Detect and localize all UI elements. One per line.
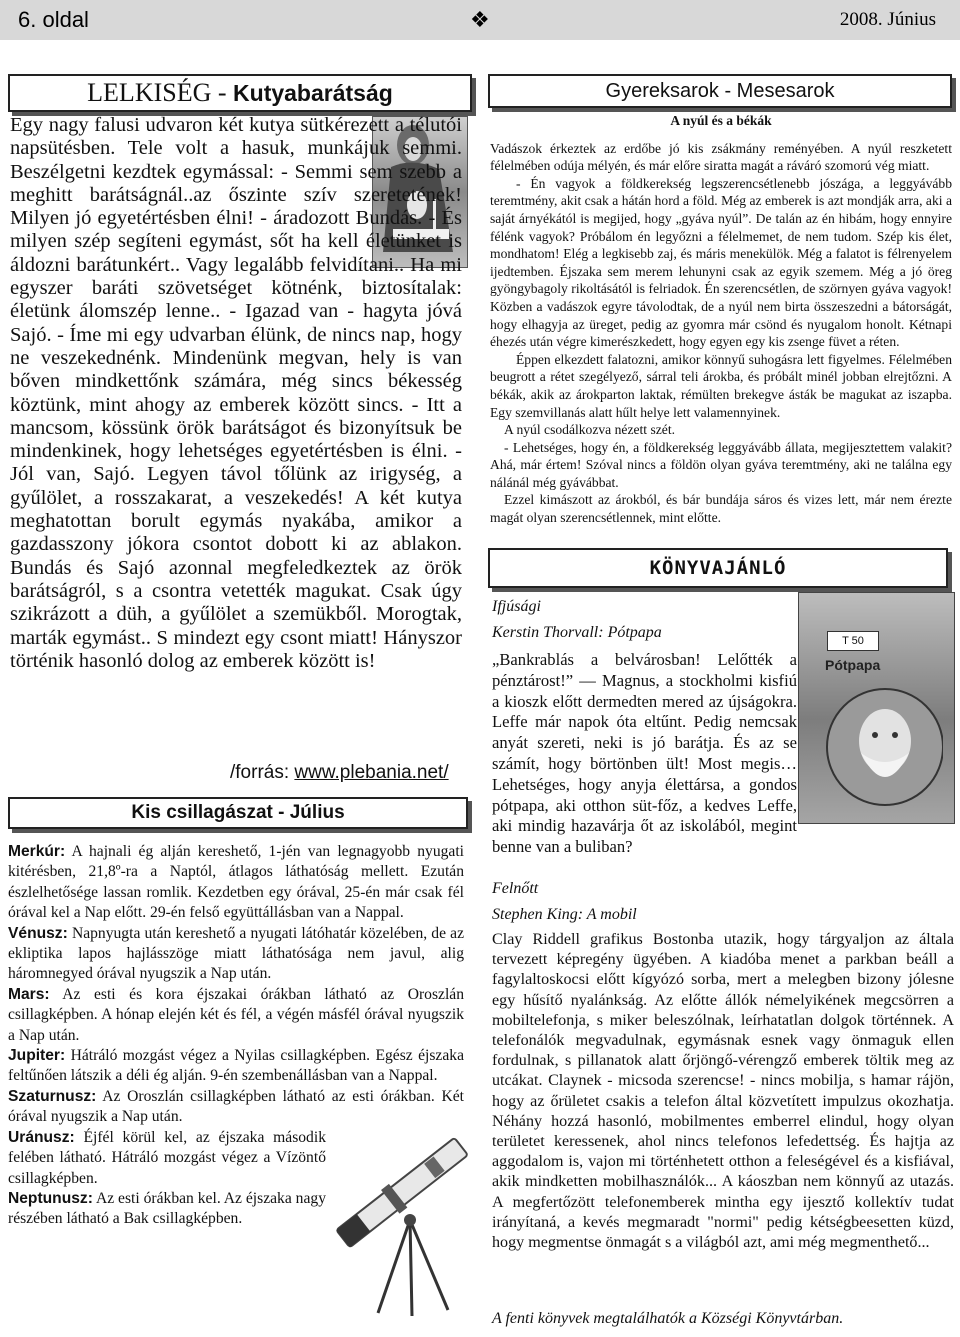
tale-paragraph: - Lehetséges, hogy én, a földkerekség leggyávább állata, megijesztettem valakit? Ahá, már értem! Szóval nincs a földön olyan gyáva teremtmény, aki ne találna egy nálánál még gyávábbat. — [490, 439, 952, 490]
tale-title: A nyúl és a békák — [670, 113, 772, 128]
planet-entry — [8, 1189, 326, 1230]
planet-name: Mars: — [8, 985, 50, 1003]
bearded-man-portrait — [823, 681, 943, 811]
planet-entry — [8, 842, 464, 924]
tale-section — [490, 112, 952, 527]
book1-description: „Bankrablás a belvárosban! Lelőtték a pénztárost!” — Magnus, a stockholmi kisfiú a kioszk előtt dermedten mered az újságokra. Leffe már napok óta eltűnt. Pedig nemcsak anyát szereti, neki is jó barátja. És az se számít, hogy börtönben ült! Most megis… Lehetséges, hogy anyja élettársa, a gondos pótpapa, aki otthon süt-főz, a kedves Leffe, aki mindig hazavárja őt az iskolából, megint benne van a buliban? — [492, 650, 797, 857]
article-title-main: LELKISÉG - — [87, 78, 234, 107]
article-title-sub: Kutyabarátság — [233, 80, 393, 106]
planet-text: Napnyugta után kereshető a nyugati látóhatár közelében, de az ekliptika lapos hajlásszöge miatt láthatósága nem javul, alig háromnegyed órával nyugszik a Nap után. — [8, 924, 464, 983]
article-body: Egy nagy falusi udvaron két kutya sütkérezett a télutói napsütésben. Tele volt a hasuk, munkájuk semmi. Beszélgetni kezdtek egymással: - Semmi sem szebb a meghitt barátságnál..az őszinte szív szeretetének! Milyen jó egyetértésben élni! - áradozott Bundás. - És milyen szép segíteni egymást, sőt ha kell életünket is áldozni barátunkért.. Vagy legalább felvidítani.. Ha mi egyszer baráti szövetséget kötnénk, biztosítalak: életünk álomszép lenne.. - Igazad van - hagyta jóvá Sajó. - Íme mi egy udvarban élünk, de nincs nap, hogy ne veszekednénk. Mindenünk megvan, hely is van bőven mindkettőnk számára, még sincs békesség köztünk, mint ahogy az emberek között sincs. - Itt a mancsom, kössünk örök barátságot és bizonyítsuk be mindenkinek, hogy lehetséges egyetértésben is élni. - Jól van, Sajó. Legyen távol tőlünk az irigység, a gyűlölet, a rosszakarat, a veszekedés! A két kutya meghatottan borult egymás nyakába, amikor a gazdasszony jókora csontot dobott ki az ablakon. Bundás és Sajó azonnal megfeledkeztek az örök barátságról, s a csontra vetették magukat. Csak úgy szikrázott a düh, a gyűlölet a szemükből. Morogtak, marták egymást.. S mindezt egy csont miatt! Hányszor történik hasonló dolog az emberek között is! — [10, 114, 462, 672]
book2-author-title: Stephen King: A mobil — [492, 906, 637, 923]
planet-entry — [8, 985, 464, 1046]
issue-date: 2008. Június — [839, 9, 936, 30]
category-adult: Felnőtt — [492, 880, 539, 897]
planet-text: Az esti és kora éjszakai órákban látható az Oroszlán csillagképben. A hónap elején két és fél, a végén másfél órával nyugszik a Nap után. — [8, 985, 464, 1044]
source-label: /forrás: — [230, 762, 295, 783]
planet-text: Hátráló mozgást végez a Nyilas csillagképben. Egész éjszaka feltűnően látszik a déli ég alján. 9-én szembenállásban van a Nappal. — [8, 1047, 464, 1085]
book-recommendation-title-box — [488, 548, 948, 588]
tale-paragraph: Ezzel kimászott az árokból, és bár bundája sáros és vizes lett, már nem érezte magát olyan szerencsétlennek, mint előtte. — [490, 492, 952, 526]
tale-paragraph: - Én vagyok a földkerekség legszerencsétlenebb jószága, a leggyávább teremtmény, akit csak a hátán hord a föld. Még az emberek is azt mondják arra, aki a saját árnyékától is megijed, hogy „gyáva nyúl”. De talán az én hibám, hogy ennyire félénk vagyok? Próbálom én legyőzni a félelmemet, de nem tudom. Szép kis élet, mondhatom! Elég a legkisebb zaj, és máris menekülök. Még a falatot is félrenyelem ijedtemben. Éjszaka sem merem lehunyni csak az egyik szemem. Még a jó öreg gyöngybagoly rikoltásától is felriadok. Én szerencsétlen, de szörnyen gyáva vagyok! Közben a vadászok egyre távolodtak, de a nyúl nem birta összeszedni a bátorságát, hogy elhagyja az üreget, pedig az gyomra már csönd és nyugalom honolt. Kétnapi éhezés után végre kimerészkedett, hogy egyen egy kis zsenge füvet a réten. — [490, 175, 952, 350]
cover-title: Pótpapa — [825, 657, 881, 673]
header-bar — [0, 0, 960, 40]
planet-text: A hajnali ég alján kereshető, 1-jén van legnagyobb nyugati kitérésben, 21,8º-ra a Naptól, átlagos láthatóság mellett. Ezután észlelhetősége lassan romlik. Kezdetben egy órával, 25-én már csak fél órával kel a Nap előtt. 29-én felső együttállásban van a Nappal. — [8, 843, 464, 922]
planet-name: Uránusz: — [8, 1128, 75, 1146]
book-cover-potpapa — [798, 592, 955, 824]
page-number: 6. oldal — [18, 7, 89, 32]
tale-paragraph: Éppen elkezdett falatozni, amikor könnyű suhogásra lett figyelmes. Félelmében beugrott a rétet szegélyező, sárral teli árokba, és próbált minél jobban elrejtőzni. A békák, akik az árokparton laktak, rémülten brekegve ásták be magukat az iszapba. Egy szemvillanás alatt hűlt helye lett valamennyinek. — [490, 351, 952, 420]
planet-name: Merkúr: — [8, 843, 66, 860]
book1-author-title: Kerstin Thorvall: Pótpapa — [492, 624, 662, 641]
planet-name: Szaturnusz: — [8, 1087, 97, 1105]
cover-badge: T 50 — [827, 631, 879, 651]
book2-description: Clay Riddell grafikus Bostonba utazik, hogy tárgyaljon az általa tervezett képregény ügyében. A kiadóba menet a parkban beáll a fagylaltoskocsi előtt kígyózó sorba, mert a melegben bizony jólesne egy hűsítő nyalánkság. Az előtte állók némelyikének megcsörren a mobiltelefonja, s miker beleszólnak, leírhatatlan dolgok történnek. A telefonálók megvadulnak, egymásnak esnek vagy önmaguk ellen fordulnak, s pillanatok alatt őrjöngő-vérengző emberek töltik meg az utcákat. Claynek - micsoda szerencse! - nincs mobilja, s hamar rájön, hogy az őrületet csakis a telefon által közvetített impulzus okozhatja. Néhány hozzá hasonló, mobilmentes emberrel elindul, hogy olyan területet keressenek, ahol nincs telefonos lefedettség. És hajtja az aggodalom is, vajon mi történhetett otthon a feleségével és a kisfiával, akik mindketten mobilhasználók... A káoszban nem könnyű az utazás. A megfertőzött telefonemberek mintha egy ijesztő kollektív tudat irányítaná, a kevés megmaradt "normi" pedig kétségbeesetten küzd, hogy megmentse önmagát s a világból azt, ami még megmenthető... — [492, 931, 954, 1252]
tale-paragraph: Vadászok érkeztek az erdőbe jó kis zsákmány reményében. A nyúl reszketett félelmében odúja mélyén, és már előre siratta magát a ráváró szomorú vég miatt. — [490, 140, 952, 174]
planet-text: Éjfél körül kel, az éjszaka második felében látható. Hátráló mozgást végez a Vízöntő csillagképben. — [8, 1128, 326, 1187]
source-link[interactable]: www.plebania.net/ — [294, 762, 449, 783]
library-note: A fenti könyvek megtalálhatók a Községi Könyvtárban. — [492, 1310, 844, 1327]
astronomy-title: Kis csillagászat - Július — [131, 802, 345, 823]
planet-entry — [8, 1046, 464, 1087]
astronomy-title-box — [8, 797, 468, 829]
article-source — [230, 762, 449, 784]
telescope-image — [330, 1128, 470, 1318]
planet-entry — [8, 1128, 326, 1189]
planet-text: Az esti órákban kel. Az éjszaka nagy részében látható a Bak csillagképben. — [8, 1189, 326, 1228]
planet-name: Jupiter: — [8, 1047, 66, 1065]
category-youth: Ifjúsági — [492, 598, 541, 615]
ornament-icon: ❖ — [470, 7, 490, 32]
planet-entry — [8, 1087, 464, 1128]
planet-name: Neptunusz: — [8, 1189, 93, 1207]
kids-corner-title: Gyereksarok - Mesesarok — [605, 80, 835, 102]
tale-paragraph: A nyúl csodálkozva nézett szét. — [504, 422, 675, 438]
planet-text: Az Oroszlán csillagképben látható az esti órákban. Két órával nyugszik a Nap után. — [8, 1087, 464, 1126]
book-recommendation-title: KÖNYVAJÁNLÓ — [649, 557, 787, 579]
article-title-box — [8, 74, 472, 112]
kids-corner-title-box — [488, 74, 952, 108]
planet-name: Vénusz: — [8, 924, 68, 942]
planet-entry — [8, 924, 464, 985]
